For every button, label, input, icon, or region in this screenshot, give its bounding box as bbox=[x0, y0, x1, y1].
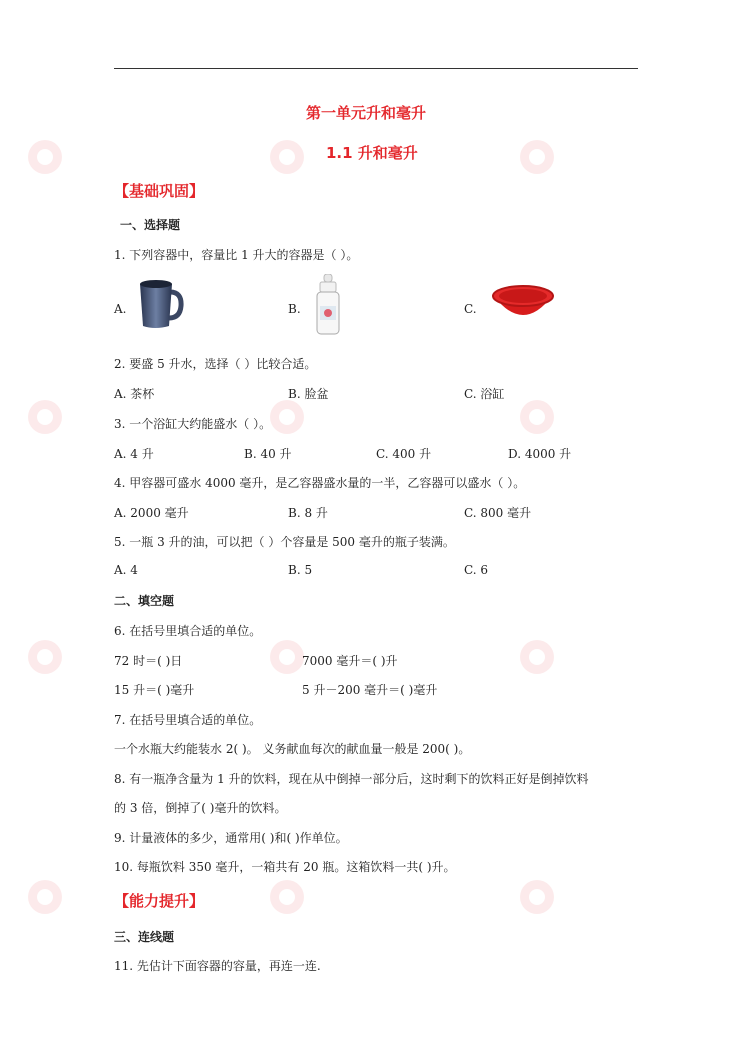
question-9: 9. 计量液体的多少，通常用( )和( )作单位。 bbox=[114, 831, 348, 845]
question-8-line-2: 的 3 倍，倒掉了( )毫升的饮料。 bbox=[114, 801, 287, 815]
question-2: 2. 要盛 5 升水，选择（ ）比较合适。 bbox=[114, 357, 317, 371]
q1-option-b: B. bbox=[288, 302, 301, 316]
mug-icon bbox=[134, 278, 184, 330]
baby-bottle-icon bbox=[312, 274, 344, 336]
q1-option-c: C. bbox=[464, 302, 477, 316]
q2-option-c: C. 浴缸 bbox=[464, 387, 505, 401]
question-6: 6. 在括号里填合适的单位。 bbox=[114, 624, 262, 638]
section-heading-choice: 一、选择题 bbox=[120, 218, 181, 232]
q5-option-b: B. 5 bbox=[288, 563, 313, 577]
part-heading-advanced: 【能力提升】 bbox=[114, 892, 205, 910]
q6-item-3: 15 升＝( )毫升 bbox=[114, 683, 195, 697]
q6-item-1: 72 时＝( )日 bbox=[114, 654, 183, 668]
question-4: 4. 甲容器可盛水 4000 毫升，是乙容器盛水量的一半，乙容器可以盛水（ ）。 bbox=[114, 476, 526, 490]
q2-option-a: A. 茶杯 bbox=[114, 387, 155, 401]
question-10: 10. 每瓶饮料 350 毫升，一箱共有 20 瓶。这箱饮料一共( )升。 bbox=[114, 860, 456, 874]
question-3: 3. 一个浴缸大约能盛水（ ）。 bbox=[114, 417, 272, 431]
q5-option-c: C. 6 bbox=[464, 563, 489, 577]
q7-line: 一个水瓶大约能装水 2( )。 义务献血每次的献血量一般是 200( )。 bbox=[114, 742, 471, 756]
part-heading-basic: 【基础巩固】 bbox=[114, 182, 205, 200]
q3-option-a: A. 4 升 bbox=[114, 447, 154, 461]
page-title: 第一单元升和毫升 bbox=[306, 104, 427, 122]
question-7: 7. 在括号里填合适的单位。 bbox=[114, 713, 262, 727]
page-subtitle: 1.1 升和毫升 bbox=[326, 144, 418, 162]
q6-item-2: 7000 毫升＝( )升 bbox=[302, 654, 398, 668]
q5-option-a: A. 4 bbox=[114, 563, 138, 577]
q4-option-c: C. 800 毫升 bbox=[464, 506, 532, 520]
question-8-line-1: 8. 有一瓶净含量为 1 升的饮料，现在从中倒掉一部分后，这时剩下的饮料正好是倒掉饮料 bbox=[114, 772, 589, 786]
question-5: 5. 一瓶 3 升的油，可以把（ ）个容量是 500 毫升的瓶子装满。 bbox=[114, 535, 455, 549]
section-heading-match: 三、连线题 bbox=[114, 930, 175, 944]
q4-option-b: B. 8 升 bbox=[288, 506, 328, 520]
q3-option-c: C. 400 升 bbox=[376, 447, 432, 461]
q1-option-a: A. bbox=[114, 302, 127, 316]
basin-icon bbox=[490, 282, 556, 328]
question-1: 1. 下列容器中，容量比 1 升大的容器是（ ）。 bbox=[114, 248, 359, 262]
q4-option-a: A. 2000 毫升 bbox=[114, 506, 189, 520]
section-heading-fill: 二、填空题 bbox=[114, 594, 175, 608]
q6-item-4: 5 升－200 毫升＝( )毫升 bbox=[302, 683, 438, 697]
q3-option-d: D. 4000 升 bbox=[508, 447, 572, 461]
q2-option-b: B. 脸盆 bbox=[288, 387, 329, 401]
header-rule bbox=[114, 68, 638, 69]
question-11: 11. 先估计下面容器的容量，再连一连. bbox=[114, 959, 321, 973]
q3-option-b: B. 40 升 bbox=[244, 447, 292, 461]
